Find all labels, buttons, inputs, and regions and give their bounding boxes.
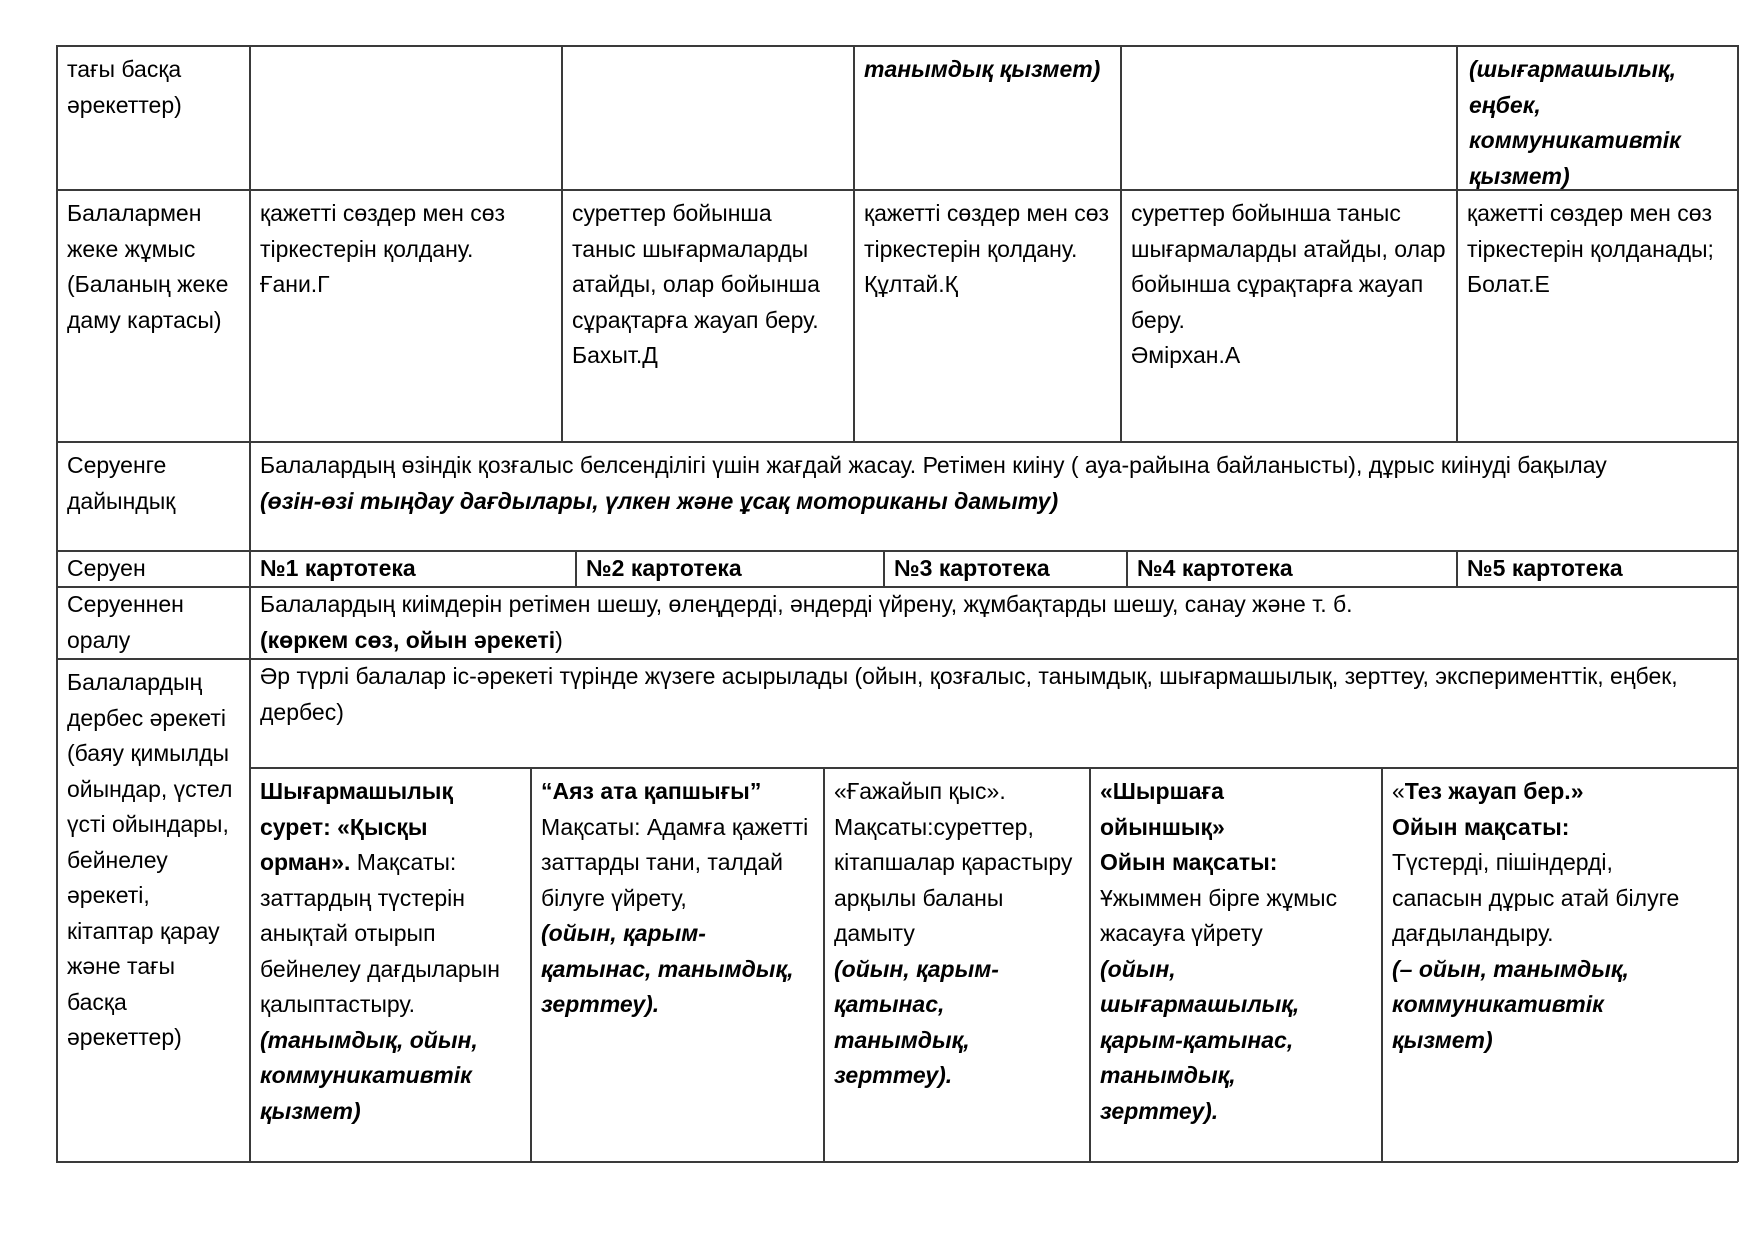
individual-child-4: Әмірхан.А	[1131, 342, 1241, 368]
prep-note: (өзін-өзі тыңдау дағдылары, үлкен және ұсақ моториканы дамыту)	[260, 487, 1059, 514]
table-border-bottom	[56, 1161, 1738, 1163]
card-label: №2 картотека	[586, 555, 742, 581]
independent-label: Балалардың дербес әрекеті (баяу қимылды ойындар, үстел үсті ойындары, бейнелеу әрекеті, кітаптар қарау және тағы басқа әрекеттер)	[67, 669, 233, 1050]
game-goal: Ұжыммен бірге жұмыс жасауға үйрету	[1100, 884, 1338, 946]
row-top-label: тағы басқа әрекеттер)	[67, 56, 182, 118]
prep-label: Серуенге дайындық	[67, 452, 176, 514]
game-goal: Мақсаты: Адамға қажетті заттарды тани, талдай білуге үйрету,	[541, 813, 809, 911]
row-label	[57, 551, 249, 587]
walk-card-5	[1457, 551, 1737, 587]
individual-child-5: Болат.Е	[1467, 271, 1550, 297]
game-cell-2	[531, 768, 823, 1023]
game-title: Шығармашылық сурет: «Қысқы орман».	[260, 778, 453, 875]
prep-text: Балалардың өзіндік қозғалыс белсенділігі үшін жағдай жасау. Ретімен киіну ( ауа-райына байланысты), дұрыс киінуді бақылау	[260, 452, 1607, 478]
walk-card-4	[1127, 551, 1456, 587]
game-cell-5	[1382, 768, 1737, 1058]
individual-label: Балалармен жеке жұмыс (Баланың жеке даму картасы)	[67, 200, 229, 333]
game-title-quote: «	[1392, 778, 1405, 804]
individual-text-5: қажетті сөздер мен сөз тіркестерін қолданады;	[1467, 200, 1714, 262]
cell-text	[1457, 46, 1737, 194]
row-label	[57, 587, 249, 658]
game-goal: Мақсаты:суреттер, кітапшалар қарастыру арқылы баланы дамыту	[834, 813, 1073, 946]
game-note: (– ойын, танымдық, коммуникативтік қызмет)	[1392, 955, 1629, 1053]
card-label: №5 картотека	[1467, 555, 1623, 581]
return-text: Балалардың киімдерін ретімен шешу, өлеңдерді, әндерді үйрену, жұмбақтарды шешу, санау және т. б.	[260, 591, 1353, 617]
game-note: (танымдық, ойын, коммуникативтік қызмет)	[260, 1026, 478, 1124]
individual-cell-2	[562, 190, 853, 374]
row-top-c3: танымдық қызмет)	[864, 56, 1101, 82]
game-title: «Шыршаға ойыншық»	[1100, 778, 1225, 840]
game-note: (ойын, шығармашылық, қарым-қатынас, танымдық, зерттеу).	[1100, 955, 1300, 1124]
individual-child-3: Құлтай.Қ	[864, 271, 959, 297]
walk-card-2	[576, 551, 883, 587]
individual-cell-5	[1457, 190, 1737, 303]
individual-child-1: Ғани.Г	[260, 271, 330, 297]
return-label: Серуеннен оралу	[67, 591, 184, 653]
card-label: №1 картотека	[260, 555, 416, 581]
game-cell-1	[250, 768, 530, 1129]
walk-label: Серуен	[67, 555, 146, 581]
row-label	[57, 442, 249, 519]
game-goal: Түстерді, пішіндерді, сапасын дұрыс атай білуге дағдыландыру.	[1392, 849, 1680, 946]
independent-intro	[250, 659, 1737, 730]
game-cell-3	[824, 768, 1089, 1094]
walk-card-1	[250, 551, 575, 587]
return-cell	[250, 587, 1737, 658]
individual-cell-4	[1121, 190, 1456, 374]
cell-text	[854, 46, 1120, 88]
game-goal-label: Ойын мақсаты:	[1100, 849, 1278, 875]
individual-cell-3	[854, 190, 1120, 303]
game-note: (ойын, қарым-қатынас, танымдық, зерттеу).	[834, 955, 999, 1088]
game-note: (ойын, қарым-қатынас, танымдық, зерттеу).	[541, 920, 794, 1017]
game-title: “Аяз ата қапшығы”	[541, 778, 762, 804]
row-label	[57, 190, 249, 338]
table-border-right	[1737, 45, 1739, 1162]
return-note-close: )	[555, 626, 563, 653]
walk-card-3	[884, 551, 1126, 587]
game-goal: Мақсаты: заттардың түстерін анықтай отырып бейнелеу дағдыларын қалыптастыру.	[260, 849, 500, 1017]
game-title: Тез жауап бер.»	[1404, 778, 1584, 804]
game-title: «Ғажайып қыс».	[834, 778, 1006, 804]
individual-text-2: суреттер бойынша таныс шығармаларды атайды, олар бойынша сұрақтарға жауап беру.	[572, 200, 820, 333]
row-label	[57, 46, 249, 123]
individual-child-2: Бахыт.Д	[572, 342, 658, 368]
prep-cell	[250, 442, 1737, 519]
row-top-c5: (шығармашылық, еңбек, коммуникативтік қызмет)	[1469, 56, 1681, 189]
independent-text: Әр түрлі балалар іс-әрекеті түрінде жүзеге асырылады (ойын, қозғалыс, танымдық, шығармашылық, зерттеу, эксперименттік, еңбек, дербес)	[260, 663, 1678, 725]
game-goal-label: Ойын мақсаты:	[1392, 813, 1570, 840]
game-cell-4	[1090, 768, 1381, 1129]
individual-text-3: қажетті сөздер мен сөз тіркестерін қолдану.	[864, 200, 1110, 262]
row-label	[57, 659, 249, 1056]
individual-text-4: суреттер бойынша таныс шығармаларды атайды, олар бойынша сұрақтарға жауап беру.	[1131, 200, 1446, 333]
return-note: (көркем сөз, ойын әрекеті	[260, 626, 556, 653]
card-label: №3 картотека	[894, 555, 1050, 581]
card-label: №4 картотека	[1137, 555, 1293, 581]
individual-text-1: қажетті сөздер мен сөз тіркестерін қолдану.	[260, 200, 506, 262]
individual-cell-1	[250, 190, 561, 303]
